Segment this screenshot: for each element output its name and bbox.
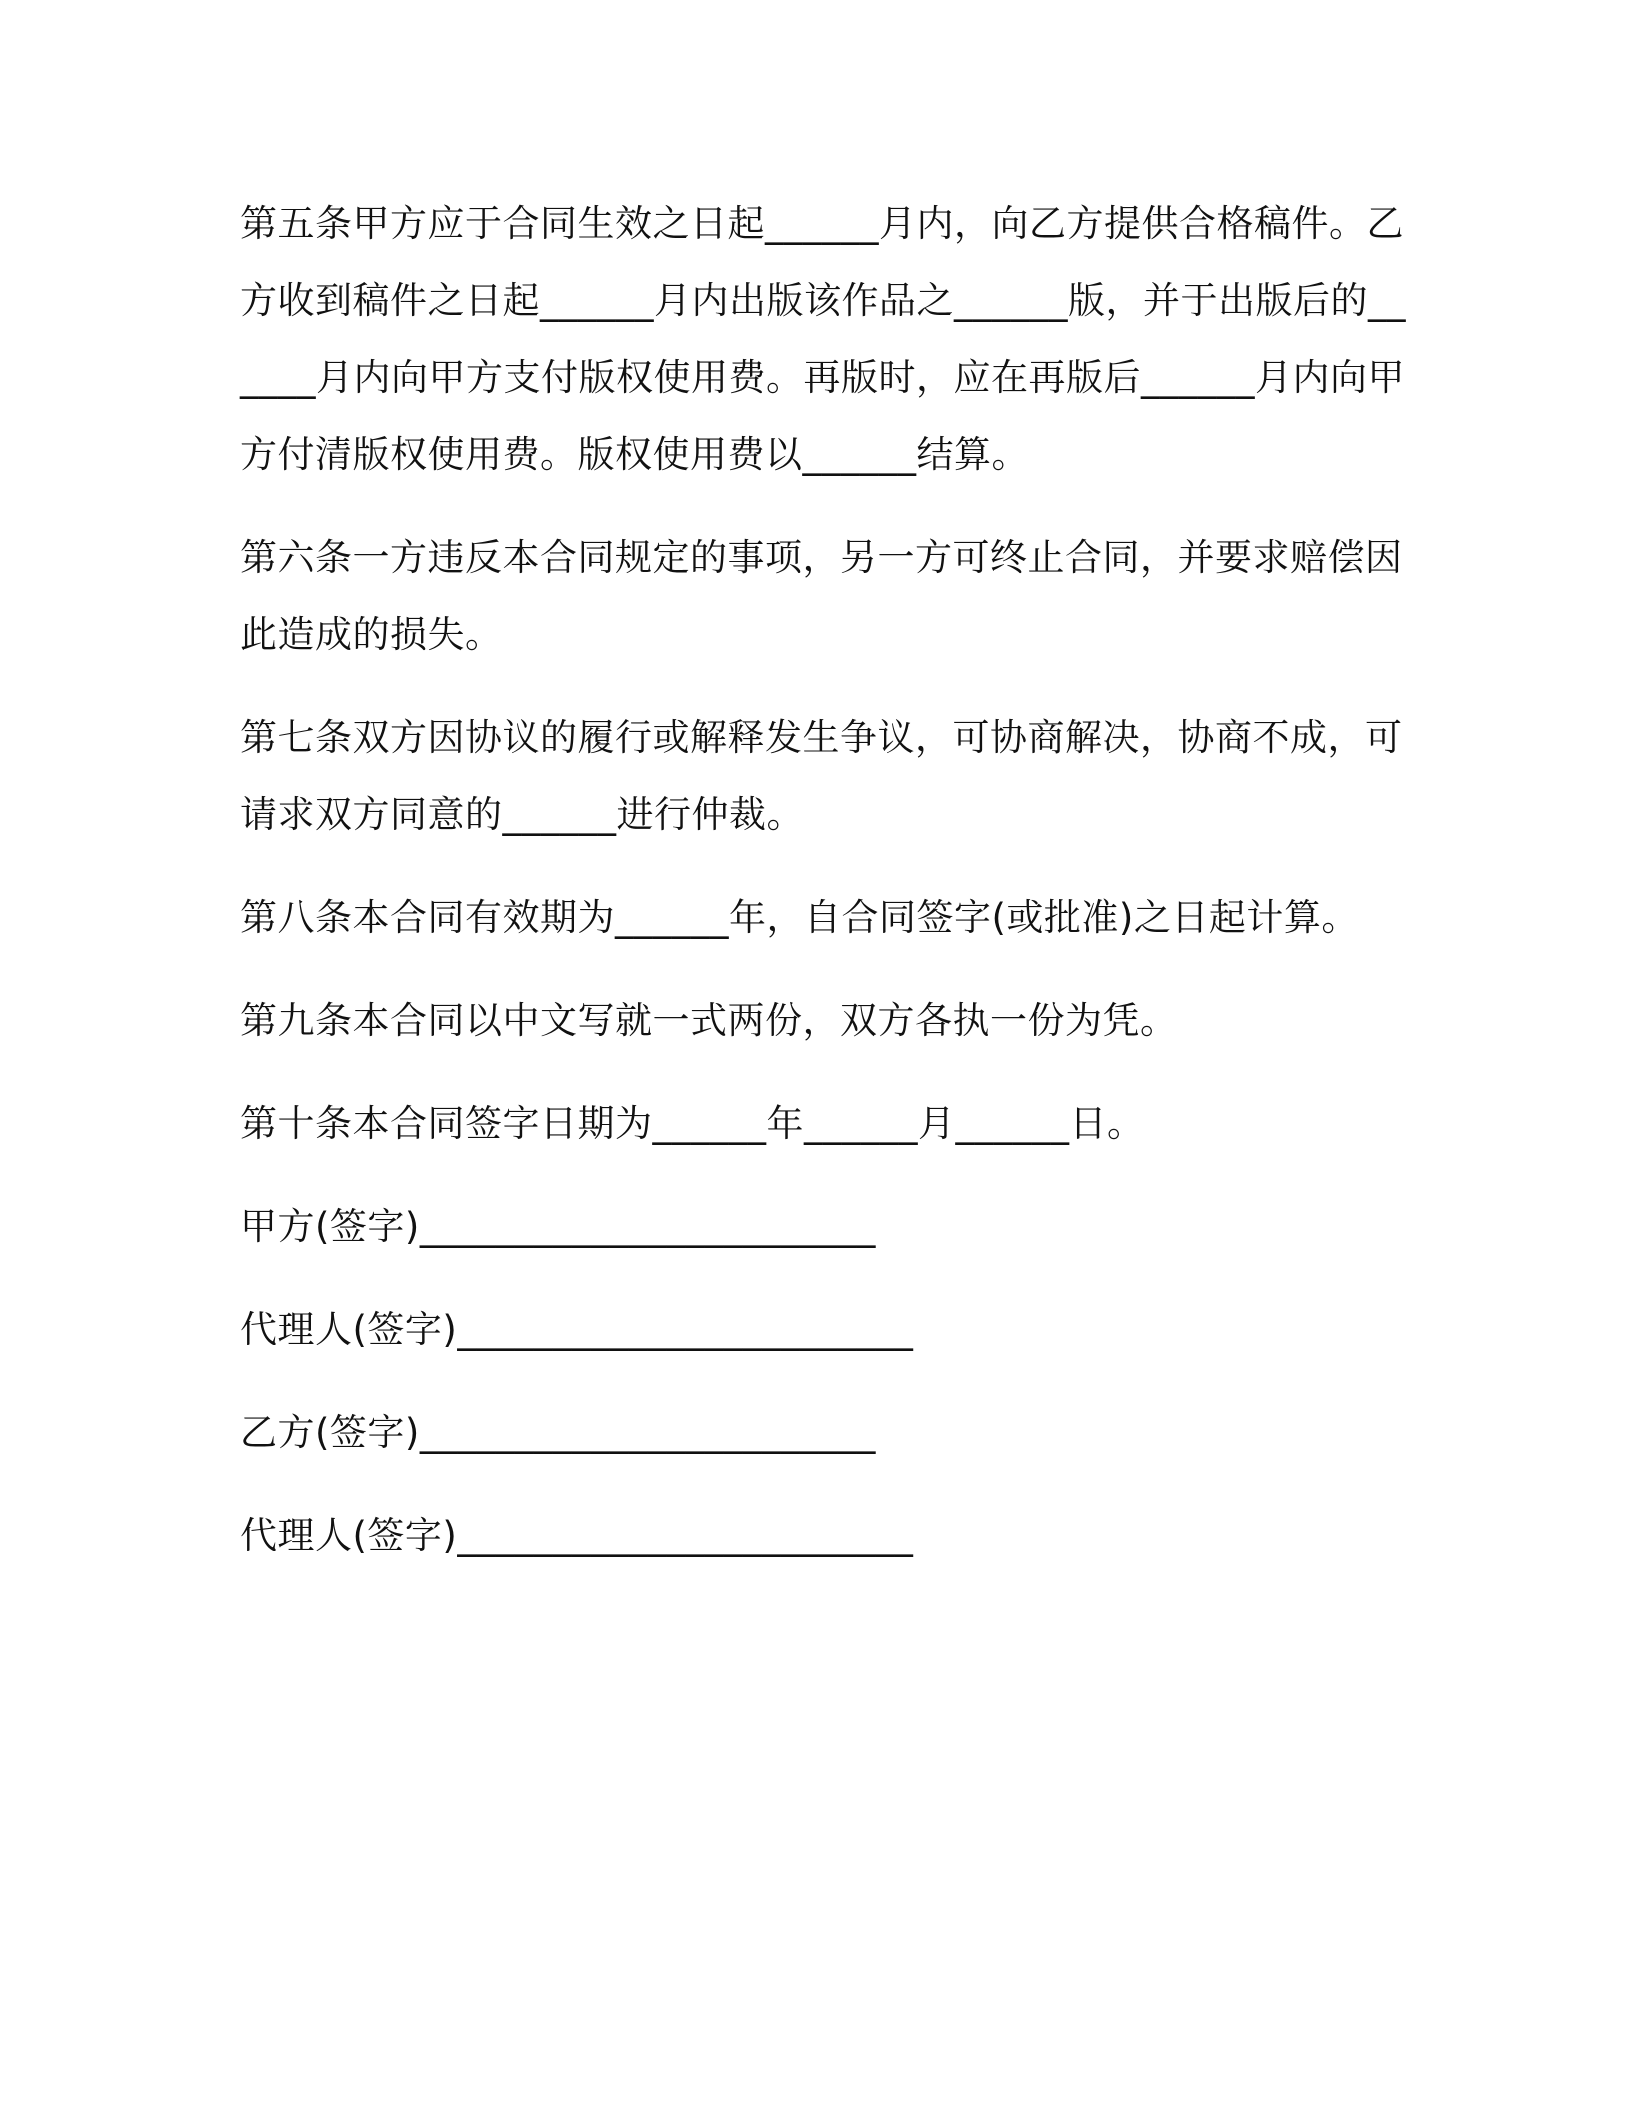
signature-line-agent-a: 代理人(签字)________________________: [240, 1308, 914, 1351]
clause-article-8: 第八条本合同有效期为______年，自合同签字(或批准)之日起计算。: [240, 896, 1359, 939]
clause-article-6: 第六条一方违反本合同规定的事项，另一方可终止合同，并要求赔偿因此造成的损失。: [240, 536, 1403, 656]
clause-article-7: 第七条双方因协议的履行或解释发生争议，可协商解决，协商不成，可请求双方同意的______进行仲裁。: [240, 716, 1403, 836]
clause-article-10: 第十条本合同签字日期为______年______月______日。: [240, 1102, 1145, 1145]
clause-article-5: 第五条甲方应于合同生效之日起______月内，向乙方提供合格稿件。乙方收到稿件之日起______月内出版该作品之______版，并于出版后的______月内向甲方支付版权使用费。再版时，应在再版后______月内向甲方付清版权使用费。版权使用费以______结算。: [240, 202, 1406, 476]
clause-article-9: 第九条本合同以中文写就一式两份，双方各执一份为凭。: [240, 999, 1178, 1042]
signature-line-party-a: 甲方(签字)________________________: [240, 1205, 876, 1248]
document-body: [240, 185, 1410, 1600]
signature-line-agent-b: 代理人(签字)________________________: [240, 1514, 914, 1557]
signature-block: [240, 1188, 1410, 1574]
signature-line-party-b: 乙方(签字)________________________: [240, 1411, 876, 1454]
